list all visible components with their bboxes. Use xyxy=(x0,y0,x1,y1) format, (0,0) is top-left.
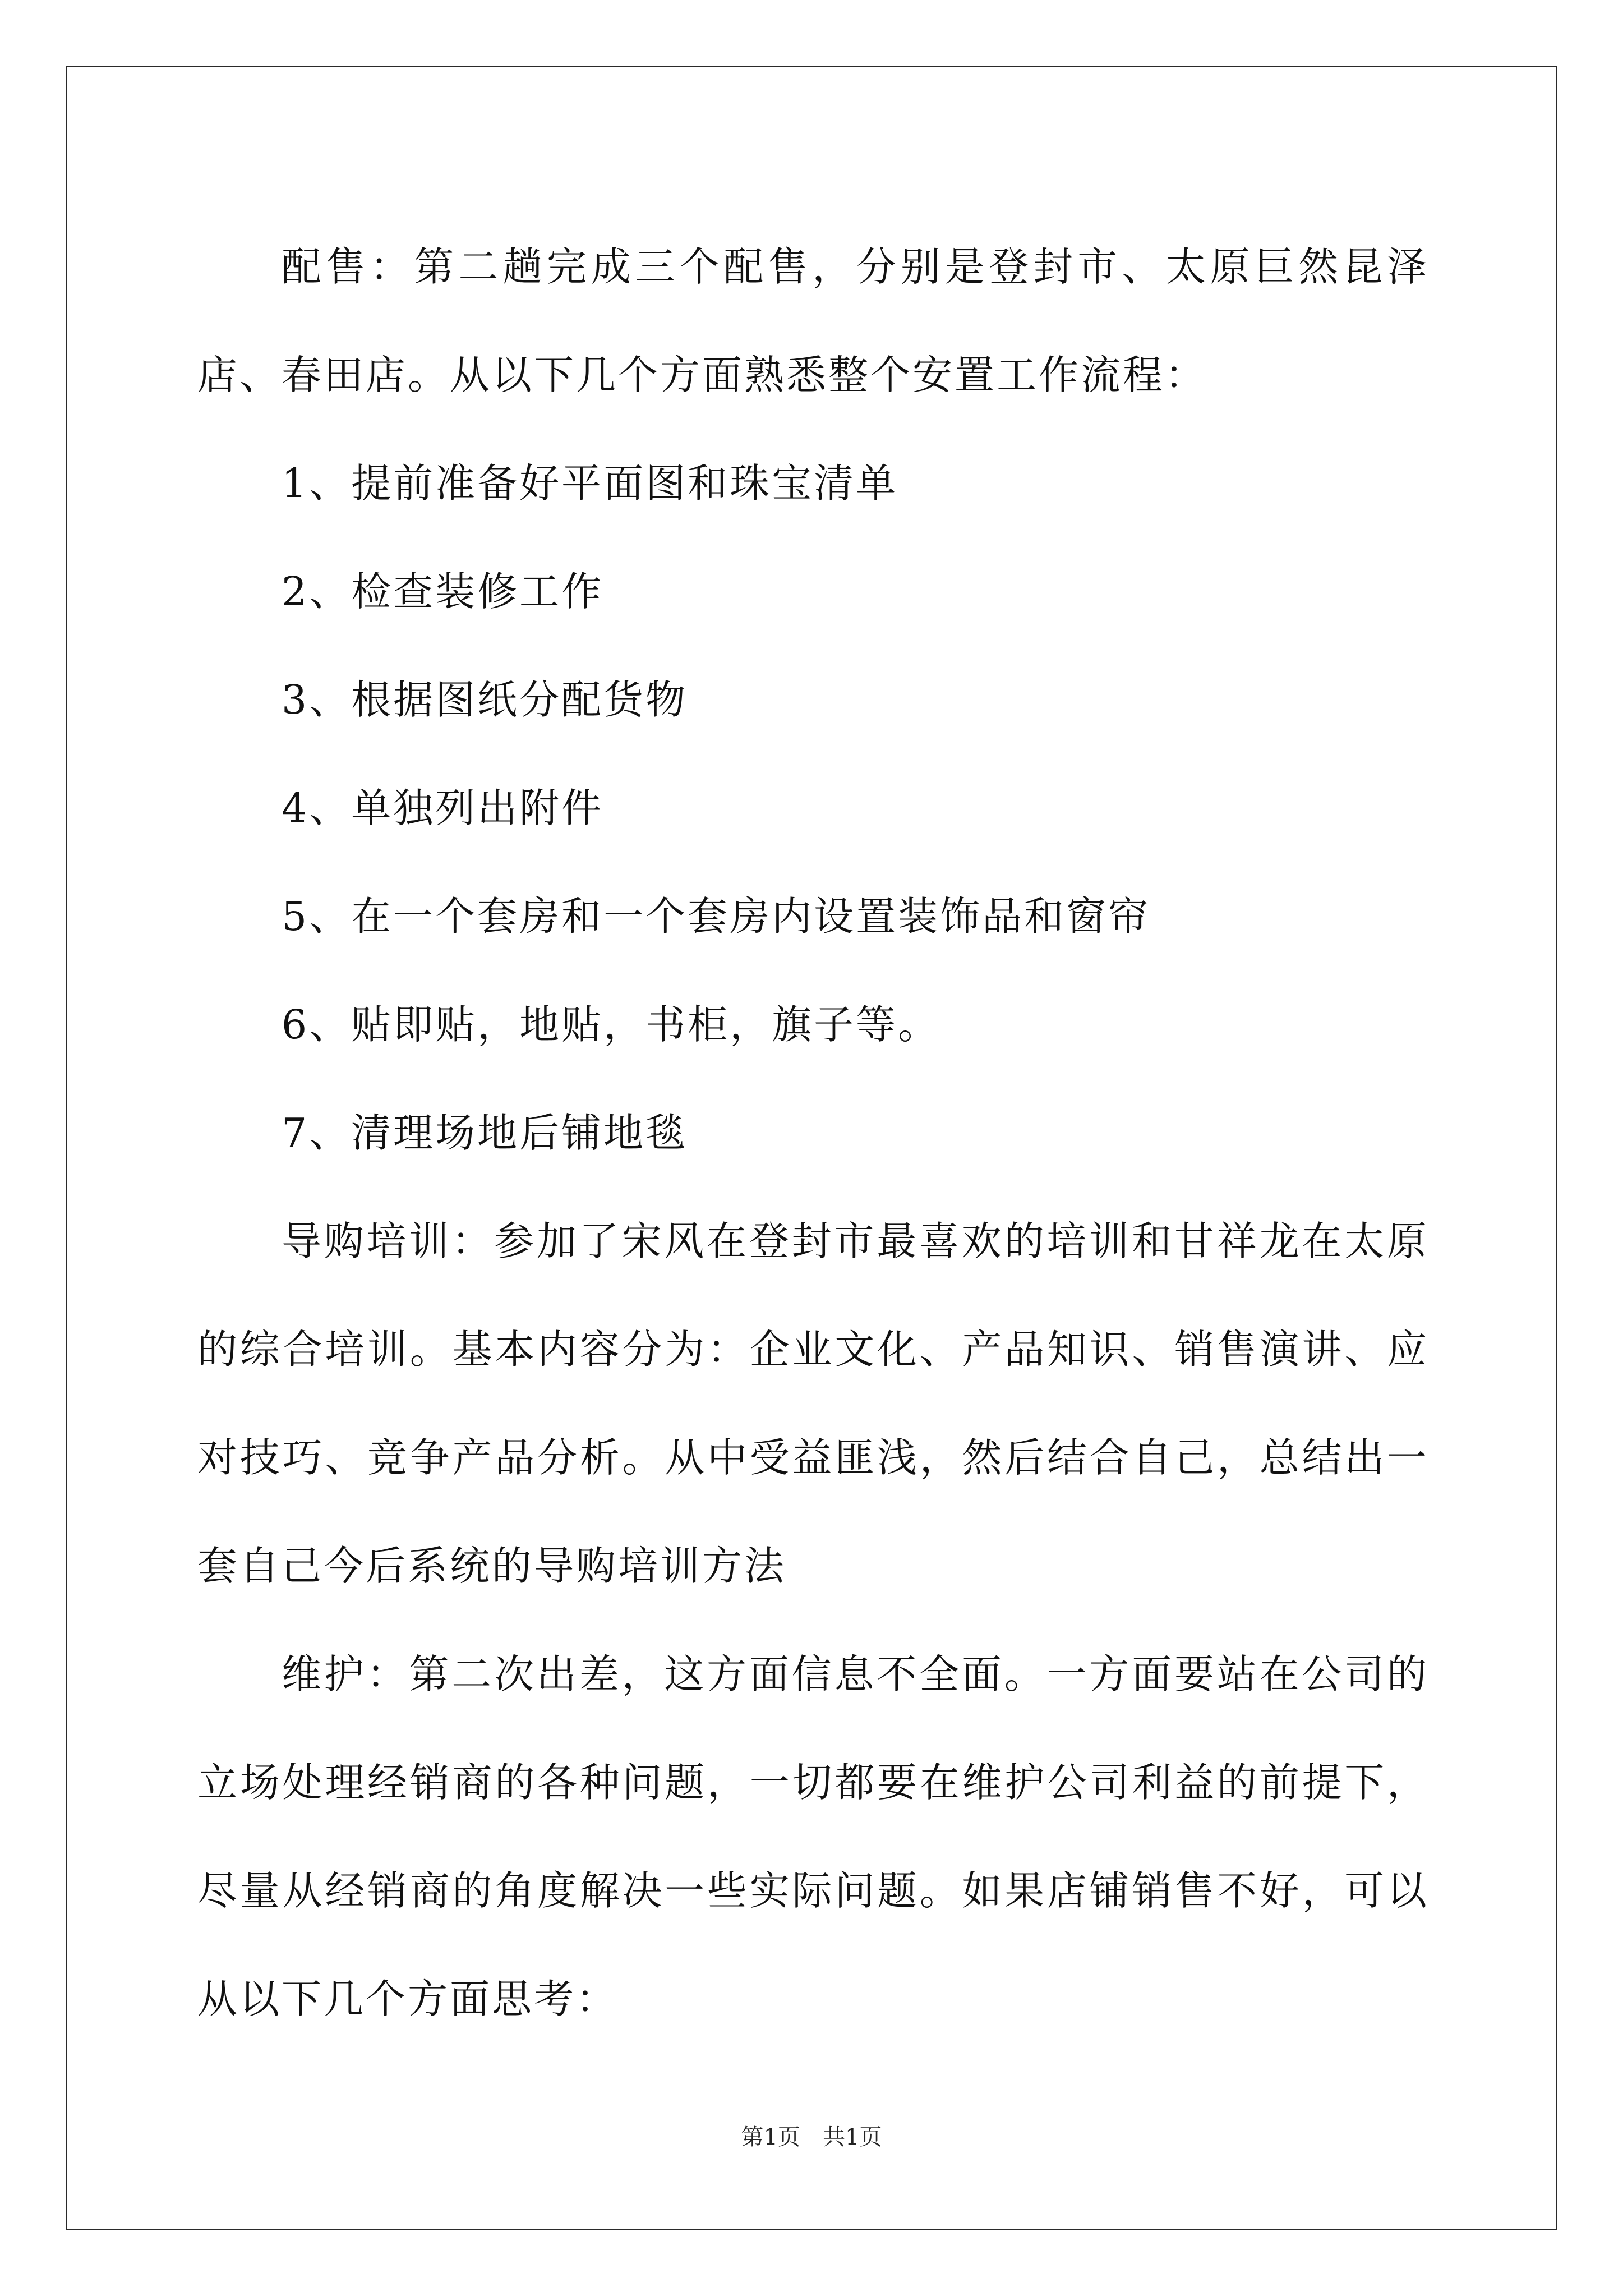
document-body xyxy=(197,213,1429,2053)
paragraph-placement: 配售：第二趟完成三个配售，分别是登封市、太原巨然昆泽店、春田店。从以下几个方面熟悉整个安置工作流程： xyxy=(197,243,1429,398)
list-item: 5、在一个套房和一个套房内设置装饰品和窗帘 xyxy=(282,893,1151,940)
paragraph-training: 导购培训：参加了宋风在登封市最喜欢的培训和甘祥龙在太原的综合培训。基本内容分为：企业文化、产品知识、销售演讲、应对技巧、竞争产品分析。从中受益匪浅，然后结合自己，总结出一套自己今后系统的导购培训方法 xyxy=(197,1218,1429,1589)
list-item: 1、提前准备好平面图和珠宝清单 xyxy=(282,460,898,507)
list-item: 3、根据图纸分配货物 xyxy=(282,677,688,723)
list-item: 4、单独列出附件 xyxy=(282,785,604,831)
list-item: 2、检查装修工作 xyxy=(282,568,604,615)
page-number-footer: 第1页 共1页 xyxy=(741,2124,882,2150)
paragraph-maintenance: 维护：第二次出差，这方面信息不全面。一方面要站在公司的立场处理经销商的各种问题，一切都要在维护公司利益的前提下，尽量从经销商的角度解决一些实际问题。如果店铺销售不好，可以从以下几个方面思考： xyxy=(197,1651,1429,2022)
list-item: 7、清理场地后铺地毯 xyxy=(282,1110,688,1156)
list-item: 6、贴即贴，地贴，书柜，旗子等。 xyxy=(282,1001,940,1048)
